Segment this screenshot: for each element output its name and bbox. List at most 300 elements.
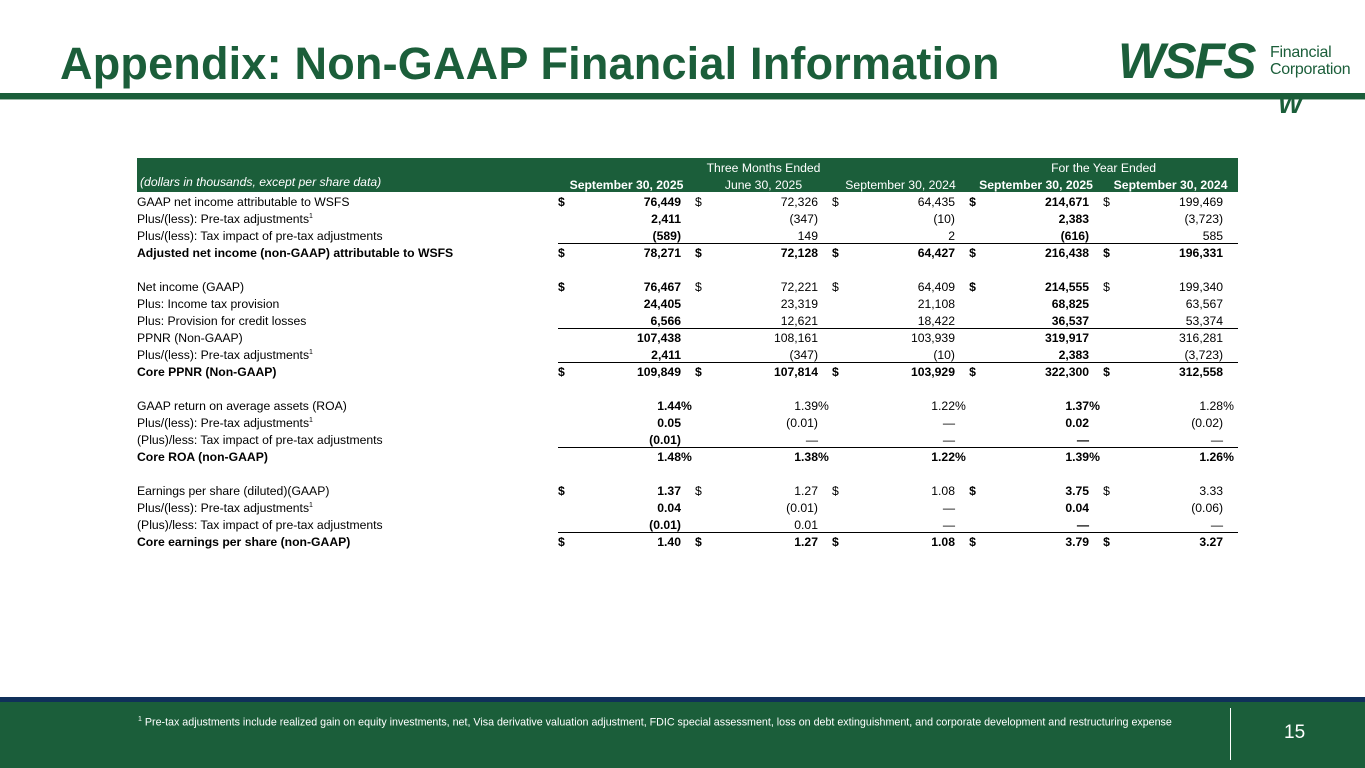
percent-sign <box>955 192 969 209</box>
percent-sign <box>955 345 969 362</box>
row-label-text: Core earnings per share (non-GAAP) <box>137 535 351 549</box>
cell-value: — <box>981 515 1089 532</box>
cell-value: (347) <box>789 347 818 362</box>
currency-symbol <box>1103 447 1115 464</box>
cell-value: 3.75 <box>1065 484 1090 498</box>
row-label <box>137 430 558 447</box>
column-header: September 30, 2025 <box>969 175 1103 192</box>
currency-symbol <box>969 464 981 481</box>
percent-sign <box>681 498 695 515</box>
currency-symbol <box>695 430 707 447</box>
currency-symbol: $ <box>969 243 981 260</box>
cell-value: — <box>707 430 818 447</box>
percent-sign <box>1223 192 1238 209</box>
row-label <box>137 277 558 294</box>
cell-value: — <box>844 430 955 447</box>
table-row <box>137 430 1238 447</box>
currency-symbol <box>969 294 981 311</box>
cell-value: (616) <box>981 226 1089 243</box>
cell-value: 6,566 <box>570 311 681 328</box>
currency-symbol: $ <box>1103 280 1110 294</box>
percent-sign <box>818 464 832 481</box>
row-label <box>137 260 558 277</box>
currency-symbol: $ <box>969 280 976 294</box>
currency-symbol <box>969 498 981 515</box>
percent-sign <box>1223 345 1238 362</box>
spacer-row <box>137 379 1238 396</box>
logo-subtitle <box>1270 44 1350 78</box>
cell-value: 0.04 <box>1065 501 1090 515</box>
cell-value: (3,723) <box>1184 347 1224 362</box>
percent-sign <box>681 243 695 260</box>
percent-sign <box>1089 294 1103 311</box>
row-label <box>137 192 558 209</box>
cell-value: 1.37 <box>1065 399 1090 413</box>
percent-sign <box>818 362 832 379</box>
currency-symbol <box>558 396 570 413</box>
row-label <box>137 294 558 311</box>
cell-value: 149 <box>707 226 818 243</box>
currency-symbol <box>1103 396 1115 413</box>
currency-symbol <box>558 447 570 464</box>
currency-symbol: $ <box>695 362 707 379</box>
percent-sign <box>818 294 832 311</box>
cell-value <box>570 260 681 277</box>
percent-sign <box>955 209 969 226</box>
currency-symbol <box>1103 345 1115 362</box>
row-label-text: Net income (GAAP) <box>137 280 245 294</box>
table-row <box>137 515 1238 532</box>
currency-symbol <box>695 413 707 430</box>
percent-sign <box>1089 515 1103 532</box>
cell-value: 21,108 <box>917 297 955 311</box>
currency-symbol: $ <box>1103 532 1115 549</box>
row-label <box>137 362 558 379</box>
cell-value: 2,411 <box>651 212 681 226</box>
percent-sign: % <box>955 447 969 464</box>
percent-sign <box>681 260 695 277</box>
cell-value: (0.01) <box>786 416 818 430</box>
row-label-text: Plus/(less): Pre-tax adjustments <box>137 501 310 515</box>
currency-symbol <box>832 430 844 447</box>
percent-sign: % <box>681 447 695 464</box>
percent-sign <box>1223 464 1238 481</box>
row-label-text: Plus: Income tax provision <box>137 297 280 311</box>
percent-sign <box>1223 277 1238 294</box>
column-header-row <box>137 175 1238 192</box>
cell-value: 72,221 <box>780 280 818 294</box>
cell-value: 214,671 <box>1045 195 1090 209</box>
row-label-text: (Plus)/less: Tax impact of pre-tax adjustments <box>137 518 383 532</box>
currency-symbol <box>832 515 844 532</box>
cell-value: 1.08 <box>931 484 955 498</box>
currency-symbol <box>832 209 844 226</box>
row-label <box>137 532 558 549</box>
percent-sign <box>955 413 969 430</box>
percent-sign <box>681 345 695 362</box>
percent-sign <box>818 277 832 294</box>
currency-symbol <box>695 311 707 328</box>
cell-value: 1.38 <box>707 447 818 464</box>
spacer-row <box>137 464 1238 481</box>
cell-value: 316,281 <box>1179 331 1224 345</box>
row-label-text: Plus/(less): Pre-tax adjustments <box>137 348 310 362</box>
currency-symbol: $ <box>1103 243 1115 260</box>
column-header: September 30, 2024 <box>832 175 969 192</box>
percent-sign <box>1223 515 1238 532</box>
cell-value: 214,555 <box>1045 280 1090 294</box>
percent-sign <box>955 277 969 294</box>
percent-sign <box>1223 481 1238 498</box>
cell-value: 2 <box>844 226 955 243</box>
cell-value: 1.22 <box>844 447 955 464</box>
currency-symbol <box>969 311 981 328</box>
row-label <box>137 379 558 396</box>
cell-value <box>1115 464 1223 481</box>
cell-value <box>570 379 681 396</box>
row-label-text: Core ROA (non-GAAP) <box>137 450 268 464</box>
footer-divider <box>1230 708 1231 760</box>
cell-value: 1.44 <box>657 399 681 413</box>
currency-symbol <box>695 345 707 362</box>
percent-sign <box>1089 481 1103 498</box>
cell-value: 1.39 <box>794 399 818 413</box>
row-label <box>137 464 558 481</box>
currency-symbol <box>969 226 981 243</box>
currency-symbol <box>558 379 570 396</box>
currency-symbol <box>558 413 570 430</box>
table-row <box>137 481 1238 498</box>
non-gaap-table <box>137 158 1238 549</box>
currency-symbol: $ <box>558 532 570 549</box>
currency-symbol <box>969 413 981 430</box>
currency-symbol <box>832 413 844 430</box>
currency-symbol <box>832 498 844 515</box>
percent-sign <box>681 464 695 481</box>
cell-value: 18,422 <box>844 311 955 328</box>
percent-sign <box>1089 226 1103 243</box>
currency-symbol: $ <box>558 195 565 209</box>
table-row <box>137 226 1238 243</box>
column-header: September 30, 2025 <box>558 175 695 192</box>
currency-symbol <box>695 209 707 226</box>
currency-symbol <box>1103 515 1115 532</box>
percent-sign <box>1223 226 1238 243</box>
percent-sign <box>1089 260 1103 277</box>
percent-sign: % <box>1089 447 1103 464</box>
currency-symbol <box>558 345 570 362</box>
percent-sign <box>1223 294 1238 311</box>
row-label-text: PPNR (Non-GAAP) <box>137 331 243 345</box>
cell-value: 1.37 <box>657 484 681 498</box>
row-label-text: Plus: Provision for credit losses <box>137 314 307 328</box>
currency-symbol: $ <box>1103 195 1110 209</box>
page-number: 15 <box>1284 722 1306 743</box>
table-row <box>137 396 1238 413</box>
currency-symbol: $ <box>558 362 570 379</box>
cell-value <box>707 464 818 481</box>
currency-symbol: $ <box>832 243 844 260</box>
row-label <box>137 345 558 362</box>
percent-sign <box>1089 379 1103 396</box>
percent-sign <box>955 226 969 243</box>
cell-value: (10) <box>933 212 955 226</box>
company-logo <box>1118 33 1353 119</box>
percent-sign: % <box>681 399 692 413</box>
row-label <box>137 498 558 515</box>
cell-value: 76,467 <box>643 280 681 294</box>
cell-value: — <box>981 430 1089 447</box>
row-label <box>137 209 558 226</box>
currency-symbol <box>695 226 707 243</box>
cell-value: 23,319 <box>780 297 818 311</box>
cell-value: 103,939 <box>910 331 955 345</box>
cell-value: 216,438 <box>981 243 1089 260</box>
group-label-year: For the Year Ended <box>969 158 1238 175</box>
currency-symbol <box>558 209 570 226</box>
currency-symbol <box>558 515 570 532</box>
percent-sign <box>818 192 832 209</box>
cell-value <box>981 260 1089 277</box>
cell-value: (589) <box>570 226 681 243</box>
currency-symbol <box>695 328 707 345</box>
percent-sign <box>818 481 832 498</box>
currency-symbol: $ <box>832 532 844 549</box>
cell-value: 64,409 <box>917 280 955 294</box>
cell-value: 24,405 <box>643 297 681 311</box>
currency-symbol <box>969 515 981 532</box>
cell-value <box>570 464 681 481</box>
row-label-text: Plus/(less): Pre-tax adjustments <box>137 416 310 430</box>
percent-sign <box>818 260 832 277</box>
row-label-text: (Plus)/less: Tax impact of pre-tax adjustments <box>137 433 383 447</box>
percent-sign <box>1223 209 1238 226</box>
currency-symbol <box>558 311 570 328</box>
currency-symbol: $ <box>969 532 981 549</box>
currency-symbol <box>832 260 844 277</box>
percent-sign <box>1089 328 1103 345</box>
currency-symbol <box>969 430 981 447</box>
currency-symbol <box>695 464 707 481</box>
table-row <box>137 532 1238 549</box>
percent-sign: % <box>818 447 832 464</box>
cell-value: (10) <box>933 347 955 362</box>
percent-sign: % <box>818 399 829 413</box>
currency-symbol <box>969 379 981 396</box>
currency-symbol <box>969 396 981 413</box>
currency-symbol <box>695 294 707 311</box>
percent-sign: % <box>1223 399 1234 413</box>
table-row <box>137 345 1238 362</box>
row-label <box>137 243 558 260</box>
percent-sign <box>955 243 969 260</box>
table-row <box>137 413 1238 430</box>
percent-sign <box>955 515 969 532</box>
units-note: (dollars in thousands, except per share data) <box>137 175 558 192</box>
cell-value: 585 <box>1115 226 1223 243</box>
percent-sign <box>1223 379 1238 396</box>
percent-sign <box>955 379 969 396</box>
table-row <box>137 328 1238 345</box>
currency-symbol <box>969 260 981 277</box>
cell-value <box>981 464 1089 481</box>
cell-value: 107,438 <box>636 331 681 345</box>
cell-value: 2,383 <box>1058 347 1090 362</box>
currency-symbol: $ <box>558 280 565 294</box>
currency-symbol <box>695 498 707 515</box>
currency-symbol: $ <box>695 484 702 498</box>
percent-sign <box>681 277 695 294</box>
currency-symbol <box>832 226 844 243</box>
percent-sign <box>955 260 969 277</box>
percent-sign: % <box>1089 399 1100 413</box>
percent-sign <box>818 345 832 362</box>
percent-sign <box>681 430 695 447</box>
percent-sign <box>681 328 695 345</box>
percent-sign <box>818 498 832 515</box>
percent-sign <box>1089 243 1103 260</box>
currency-symbol <box>1103 379 1115 396</box>
cell-value: 63,567 <box>1185 297 1224 311</box>
cell-value: (0.01) <box>786 501 818 515</box>
currency-symbol <box>832 396 844 413</box>
cell-value: 108,161 <box>773 331 818 345</box>
percent-sign <box>955 311 969 328</box>
cell-value: — <box>942 416 955 430</box>
percent-sign <box>818 243 832 260</box>
currency-symbol <box>969 447 981 464</box>
cell-value: 319,917 <box>1045 331 1090 345</box>
cell-value: 1.27 <box>707 532 818 549</box>
currency-symbol: $ <box>832 280 839 294</box>
currency-symbol <box>832 379 844 396</box>
percent-sign <box>955 362 969 379</box>
currency-symbol <box>832 464 844 481</box>
row-label-text: GAAP net income attributable to WSFS <box>137 195 350 209</box>
percent-sign <box>955 294 969 311</box>
percent-sign <box>681 481 695 498</box>
footnote-text: Pre-tax adjustments include realized gain on equity investments, net, Visa derivative valuation adjustment, FDIC special assessment, loss on debt extinguishment, and corporate development and restructuring expense <box>144 716 1172 729</box>
table-row <box>137 498 1238 515</box>
percent-sign <box>818 379 832 396</box>
cell-value: 0.01 <box>707 515 818 532</box>
cell-value: (0.02) <box>1191 416 1224 430</box>
percent-sign <box>818 226 832 243</box>
percent-sign <box>1089 413 1103 430</box>
footer <box>0 702 1365 768</box>
percent-sign <box>681 515 695 532</box>
percent-sign <box>818 413 832 430</box>
row-label-text: Earnings per share (diluted)(GAAP) <box>137 484 330 498</box>
row-label-text: Core PPNR (Non-GAAP) <box>137 365 277 379</box>
currency-symbol <box>695 260 707 277</box>
percent-sign <box>1223 532 1238 549</box>
row-label-text: GAAP return on average assets (ROA) <box>137 399 347 413</box>
cell-value: 1.39 <box>981 447 1089 464</box>
percent-sign <box>818 209 832 226</box>
column-header: September 30, 2024 <box>1103 175 1238 192</box>
currency-symbol <box>1103 413 1115 430</box>
currency-symbol: $ <box>1103 484 1110 498</box>
currency-symbol <box>969 328 981 345</box>
currency-symbol: $ <box>969 362 981 379</box>
currency-symbol <box>558 260 570 277</box>
currency-symbol: $ <box>832 195 839 209</box>
cell-value: 312,558 <box>1115 362 1223 379</box>
row-label <box>137 515 558 532</box>
cell-value: 1.28 <box>1199 399 1224 413</box>
percent-sign <box>1223 430 1238 447</box>
row-label <box>137 447 558 464</box>
cell-value: 3.27 <box>1115 532 1223 549</box>
column-header: June 30, 2025 <box>695 175 832 192</box>
footnote-ref: 1 <box>309 501 313 509</box>
percent-sign <box>681 413 695 430</box>
percent-sign <box>1089 430 1103 447</box>
cell-value: 2,411 <box>651 347 681 362</box>
table-row <box>137 209 1238 226</box>
percent-sign <box>1089 345 1103 362</box>
cell-value: 103,929 <box>844 362 955 379</box>
cell-value: — <box>844 515 955 532</box>
footnote-ref: 1 <box>309 212 313 220</box>
currency-symbol: $ <box>695 243 707 260</box>
currency-symbol <box>558 226 570 243</box>
cell-value: 1.08 <box>844 532 955 549</box>
row-label <box>137 311 558 328</box>
cell-value: 53,374 <box>1115 311 1223 328</box>
group-header-row <box>137 158 1238 175</box>
cell-value: 64,435 <box>917 195 955 209</box>
row-label-text: Plus/(less): Tax impact of pre-tax adjustments <box>137 229 383 243</box>
currency-symbol <box>558 430 570 447</box>
cell-value: 1.27 <box>794 484 818 498</box>
percent-sign <box>955 328 969 345</box>
cell-value: 64,427 <box>844 243 955 260</box>
currency-symbol: $ <box>695 195 702 209</box>
percent-sign <box>955 464 969 481</box>
currency-symbol <box>558 464 570 481</box>
percent-sign <box>1089 277 1103 294</box>
currency-symbol: $ <box>1103 362 1115 379</box>
cell-value: 78,271 <box>570 243 681 260</box>
cell-value: 1.48 <box>570 447 681 464</box>
logo-w-mark: W <box>1278 89 1303 119</box>
cell-value: 0.05 <box>657 416 681 430</box>
cell-value: — <box>1115 430 1223 447</box>
cell-value: 12,621 <box>707 311 818 328</box>
percent-sign <box>681 311 695 328</box>
cell-value: 72,326 <box>780 195 818 209</box>
currency-symbol <box>1103 328 1115 345</box>
currency-symbol <box>558 498 570 515</box>
percent-sign <box>818 532 832 549</box>
percent-sign <box>1089 209 1103 226</box>
table-row <box>137 277 1238 294</box>
currency-symbol <box>695 515 707 532</box>
currency-symbol <box>1103 311 1115 328</box>
currency-symbol <box>1103 464 1115 481</box>
currency-symbol: $ <box>558 484 565 498</box>
cell-value: 109,849 <box>570 362 681 379</box>
currency-symbol <box>969 209 981 226</box>
percent-sign <box>1223 311 1238 328</box>
percent-sign <box>1089 311 1103 328</box>
row-label <box>137 328 558 345</box>
row-label <box>137 396 558 413</box>
currency-symbol <box>832 294 844 311</box>
currency-symbol: $ <box>695 532 707 549</box>
